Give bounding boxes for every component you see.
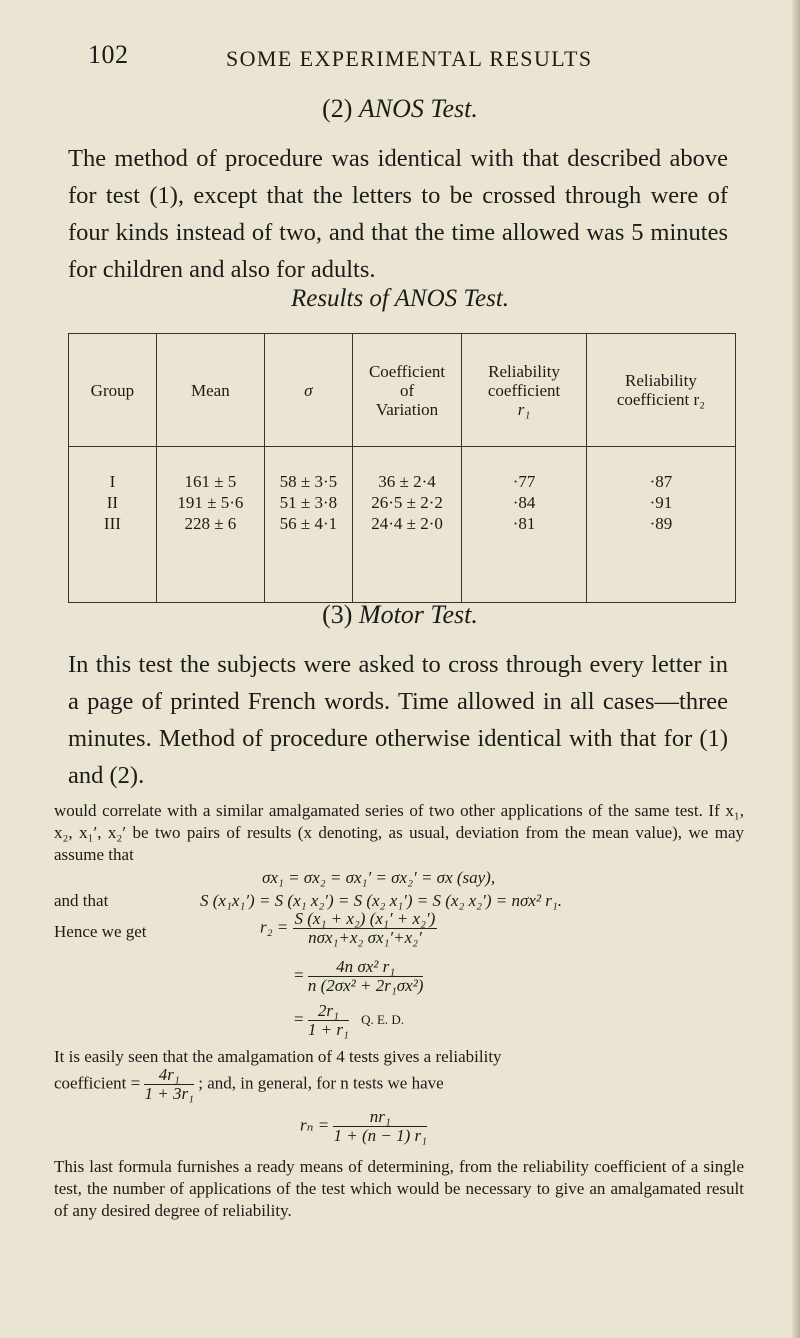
fraction-2 — [308, 958, 424, 995]
fraction-4-denominator: 1 + 3r₁ — [144, 1084, 194, 1103]
table-caption: Results of ANOS Test. — [290, 285, 510, 312]
cell-r2-2: ·91 — [649, 493, 673, 512]
cell-group-2: II — [106, 493, 119, 512]
results-table — [68, 333, 736, 603]
cell-r1-1: ·77 — [512, 472, 536, 491]
equation-sums: S (x₁x₁′) = S (x₁ x₂′) = S (x₂ x₁′) = S (x₂ x₂′) = nσx² r₁. — [200, 891, 562, 910]
cell-r2-1: ·87 — [649, 472, 673, 491]
fraction-1-numerator: S (x₁ + x₂) (x₁′ + x₂′) — [294, 909, 436, 928]
fraction-4 — [144, 1066, 194, 1103]
page-edge — [792, 0, 800, 1338]
cell-r2-3: ·89 — [649, 514, 673, 533]
coefficient-rest: ; and, in general, for n tests we have — [198, 1073, 444, 1093]
header-coefficient-variation — [352, 334, 461, 447]
cell-cv-3: 24·4 ± 2·0 — [371, 514, 443, 533]
cell-sigma-2: 51 ± 3·8 — [279, 493, 338, 512]
header-r2-line1: Reliability — [625, 371, 697, 390]
column-group-values — [69, 447, 157, 603]
qed-mark: Q. E. D. — [361, 1012, 405, 1028]
equals-sign: = — [294, 965, 304, 985]
column-r2-values — [586, 447, 735, 603]
coefficient-lhs: coefficient = — [54, 1073, 141, 1093]
and-that-label: and that — [54, 891, 109, 910]
header-r2-line2: coefficient r₂ — [616, 390, 706, 409]
header-reliability-r1 — [462, 334, 587, 447]
header-cv-line1: Coefficient — [368, 361, 446, 381]
header-group-label: Group — [90, 380, 135, 400]
fraction-1 — [293, 910, 438, 947]
section-name: Motor Test. — [358, 600, 478, 629]
equals-sign: = — [294, 1009, 304, 1029]
fraction-3-denominator: 1 + r₁ — [307, 1020, 349, 1039]
cell-group-3: III — [103, 514, 121, 533]
header-r1-line1: Reliability — [488, 361, 560, 381]
anos-paragraph: The method of procedure was identical with that described above for test (1), except that the letters to be crossed through were of four kinds instead of two, and that the time allowed was 5 minutes for children and also for adults. — [68, 145, 728, 283]
section-number: (3) — [322, 600, 353, 629]
section-title-motor — [0, 600, 800, 630]
fraction-5 — [333, 1108, 427, 1145]
cell-r1-3: ·81 — [512, 514, 536, 533]
fraction-4-numerator: 4r₁ — [144, 1066, 194, 1085]
section-name: ANOS Test. — [358, 94, 478, 123]
header-cv-line2: of — [399, 380, 415, 400]
cell-sigma-3: 56 ± 4·1 — [279, 514, 338, 533]
fraction-5-denominator: 1 + (n − 1) r₁ — [333, 1126, 428, 1145]
column-cv-values — [352, 447, 461, 603]
column-r1-values — [462, 447, 587, 603]
header-sigma-label: σ — [304, 380, 313, 400]
section-title-anos — [0, 94, 800, 124]
coefficient-line — [54, 1066, 444, 1103]
header-sigma — [264, 334, 352, 447]
header-r1-line3: r₁ — [517, 399, 531, 419]
fraction-3-numerator: 2r₁ — [308, 1002, 349, 1021]
cell-mean-3: 228 ± 6 — [184, 514, 237, 533]
header-cv-line3: Variation — [375, 399, 439, 419]
motor-paragraph: In this test the subjects were asked to cross through every letter in a page of printed French words. Time allowed in all cases—three minutes. Method of procedure otherwise identical with that for (1) and (2). — [68, 651, 728, 789]
equation-step3 — [294, 1002, 404, 1039]
page-header — [88, 40, 728, 80]
equation-rn — [300, 1108, 427, 1145]
amalgamation-sentence: It is easily seen that the amalgamation of 4 tests gives a reliability — [54, 1047, 502, 1066]
equation-sigma: σx₁ = σx₂ = σx₁′ = σx₂′ = σx (say), — [262, 868, 496, 887]
fraction-1-denominator: nσx₁+x₂ σx₁′+x₂′ — [308, 928, 422, 947]
header-group — [69, 334, 157, 447]
section-number: (2) — [322, 94, 353, 123]
hence-label: Hence we get — [54, 922, 147, 941]
equation-r2 — [260, 910, 437, 947]
header-mean-label: Mean — [191, 380, 230, 400]
closing-paragraph: This last formula furnishes a ready means of determining, from the reliability coefficient of a single test, the number of applications of the test which would be necessary to give an amalgamated result of any desired degree of reliability. — [54, 1157, 744, 1220]
cell-group-1: I — [109, 472, 116, 491]
cell-cv-2: 26·5 ± 2·2 — [371, 493, 443, 512]
header-mean — [156, 334, 264, 447]
cell-sigma-1: 58 ± 3·5 — [279, 472, 338, 491]
r2-lhs: r₂ = — [260, 917, 289, 937]
fraction-5-numerator: nr₁ — [333, 1108, 427, 1127]
rn-lhs: rₙ = — [300, 1115, 330, 1135]
cell-mean-2: 191 ± 5·6 — [177, 493, 244, 512]
header-r1-line2: coefficient — [487, 380, 561, 400]
table-header-row — [69, 334, 736, 447]
fraction-3 — [308, 1002, 349, 1039]
running-head: SOME EXPERIMENTAL RESULTS — [226, 46, 593, 71]
cell-cv-1: 36 ± 2·4 — [378, 472, 436, 491]
fraction-2-numerator: 4n σx² r₁ — [308, 958, 424, 977]
column-mean-values — [156, 447, 264, 603]
equation-step2 — [294, 958, 423, 995]
column-sigma-values — [264, 447, 352, 603]
cell-mean-1: 161 ± 5 — [184, 472, 237, 491]
header-reliability-r2 — [586, 334, 735, 447]
cell-r1-2: ·84 — [512, 493, 536, 512]
footnote-intro: would correlate with a similar amalgamated series of two other applications of the same test. If x₁, x₂, x₁′, x₂′ be two pairs of results (x denoting, as usual, deviation from the mean value), we may assume that — [54, 801, 744, 864]
fraction-2-denominator: n (2σx² + 2r₁σx²) — [307, 976, 424, 995]
page-number: 102 — [88, 40, 129, 69]
table-body-row — [69, 447, 736, 603]
